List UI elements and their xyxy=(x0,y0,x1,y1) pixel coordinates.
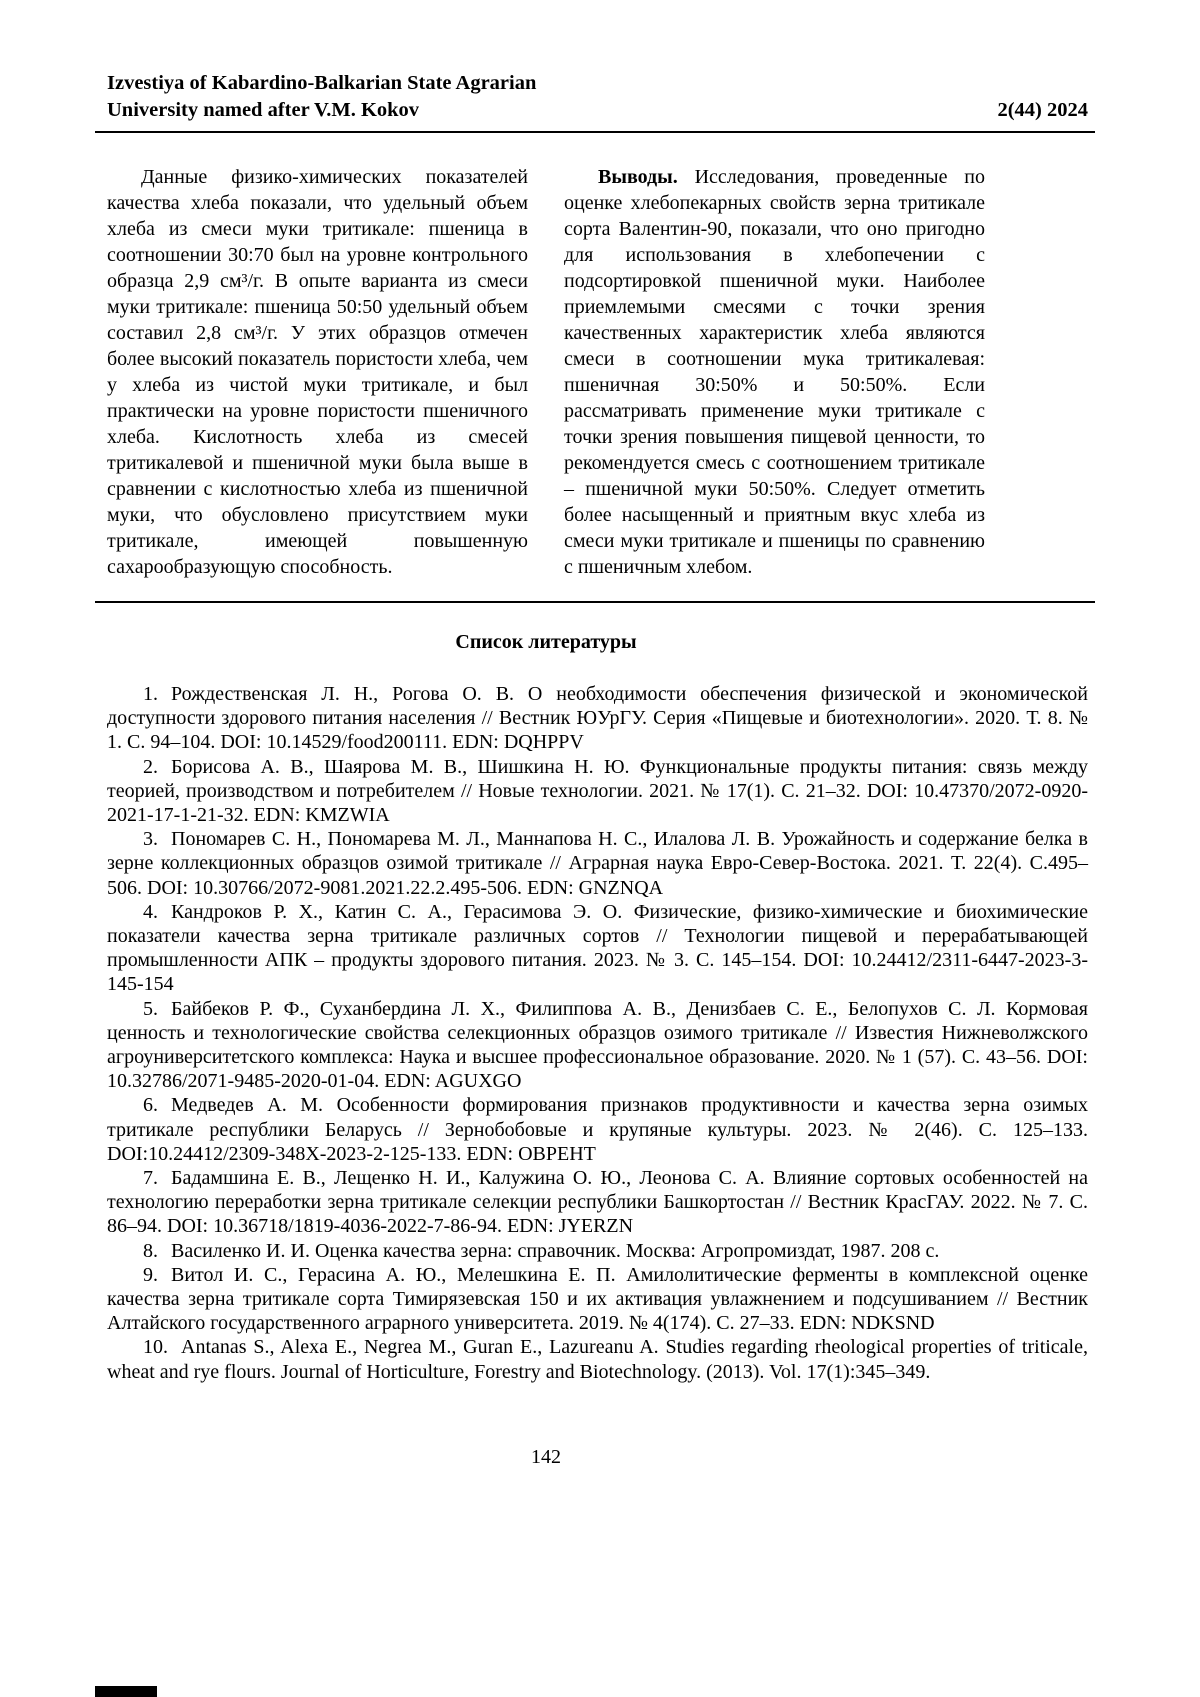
reference-number: 2. xyxy=(143,755,158,778)
reference-number: 10. xyxy=(143,1336,168,1359)
reference-text: Бадамшина Е. В., Лещенко Н. И., Калужина О. Ю., Леонова С. А. Влияние сортовых особенностей на технологию переработки зерна тритикале селекции республики Башкортостан // Вестник КрасГАУ. 2022. № 7. С. 86–94. DOI: 10.36718/1819-4036-2022-7-86-94. EDN: JYERZN xyxy=(107,1167,1088,1238)
reference-number: 8. xyxy=(143,1239,158,1262)
header-rule xyxy=(95,131,1095,133)
references-heading: Список литературы xyxy=(455,631,637,653)
reference-number: 6. xyxy=(143,1094,158,1117)
reference-item-4 xyxy=(107,900,1088,997)
reference-number: 3. xyxy=(143,828,158,851)
reference-text: Василенко И. И. Оценка качества зерна: справочник. Москва: Агропромиздат, 1987. 208 с. xyxy=(171,1239,940,1262)
right-column-paragraph xyxy=(564,164,985,580)
reference-item-3 xyxy=(107,827,1088,900)
reference-text: Рождественская Л. Н., Рогова О. В. О необходимости обеспечения физической и экономической доступности здорового питания населения // Вестник ЮУрГУ. Серия «Пищевые и биотехнологии». 2020. Т. 8. № 1. С. 94–104. DOI: 10.14529/food200111. EDN: DQHPPV xyxy=(107,683,1088,754)
page-number: 142 xyxy=(531,1446,561,1468)
reference-item-9 xyxy=(107,1263,1088,1336)
reference-item-10 xyxy=(107,1335,1088,1383)
journal-title xyxy=(107,70,536,124)
reference-item-5 xyxy=(107,997,1088,1094)
reference-text: Байбеков Р. Ф., Суханбердина Л. Х., Филиппова А. В., Денизбаев С. Е., Белопухов С. Л. Кормовая ценность и технологические свойства селекционных образцов озимого тритикале // Известия Нижневолжского агроуниверситетского комплекса: Наука и высшее профессиональное образование. 2020. № 1 (57). С. 43–56. DOI: 10.32786/2071-9485-2020-01-04. EDN: AGUXGO xyxy=(107,997,1088,1093)
reference-number: 4. xyxy=(143,900,158,923)
reference-text: Antanas S., Alexa E., Negrea M., Guran E., Lazureanu A. Studies regarding rheological properties of triticale, wheat and rye flours. Journal of Horticulture, Forestry and Biotechnology. (2013). Vol. 17(1):345–349. xyxy=(107,1336,1088,1383)
reference-text: Витол И. С., Герасина А. Ю., Мелешкина Е. П. Амилолитические ферменты в комплексной оценке качества зерна тритикале сорта Тимирязевская 150 и их активация увлажнением и подсушиванием // Вестник Алтайского государственного аграрного университета. 2019. № 4(174). С. 27–33. EDN: NDKSND xyxy=(107,1263,1088,1335)
reference-number: 1. xyxy=(143,683,158,705)
left-column-paragraph: Данные физико-химических показателей качества хлеба показали, что удельный объем хлеба из смеси муки тритикале: пшеница в соотношении 30:70 был на уровне контрольного образца 2,9 см³/г. В опыте варианта из смеси муки тритикале: пшеница 50:50 удельный объем составил 2,8 см³/г. У этих образцов отмечен более высокий показатель пористости хлеба, чем у хлеба из чистой муки тритикале, и был практически на уровне пористости пшеничного хлеба. Кислотность хлеба из смесей тритикалевой и пшеничной муки была выше в сравнении с кислотностью хлеба из пшеничной муки, что обусловлено присутствием муки тритикале, имеющей повышенную сахарообразующую способность. xyxy=(107,166,528,578)
reference-text: Кандроков Р. Х., Катин С. А., Герасимова Э. О. Физические, физико-химические и биохимические показатели качества зерна тритикале различных сортов // Технологии пищевой и перерабатывающей промышленности АПК – продукты здорового питания. 2023. № 3. С. 145–154. DOI: 10.24412/2311-6447-2023-3-145-154 xyxy=(107,900,1088,996)
reference-number: 5. xyxy=(143,997,158,1020)
reference-number: 7. xyxy=(143,1167,158,1190)
reference-item-2 xyxy=(107,755,1088,828)
page-header xyxy=(107,70,1088,124)
references-list xyxy=(107,682,1088,1384)
journal-title-line1: Izvestiya of Kabardino-Balkarian State Agrarian xyxy=(107,72,537,94)
reference-item-7 xyxy=(107,1166,1088,1239)
journal-title-line2: University named after V.M. Kokov xyxy=(107,99,420,121)
conclusions-lead: Выводы. xyxy=(598,166,678,188)
issue-number: 2(44) 2024 xyxy=(997,99,1088,121)
reference-text: Пономарев С. Н., Пономарева М. Л., Маннапова Н. С., Илалова Л. В. Урожайность и содержание белка в зерне коллекционных образцов озимой тритикале // Аграрная наука Евро-Север-Востока. 2021. Т. 22(4). С.495–506. DOI: 10.30766/2072-9081.2021.22.2.495-506. EDN: GNZNQA xyxy=(107,828,1088,899)
reference-text: Борисова А. В., Шаярова М. В., Шишкина Н. Ю. Функциональные продукты питания: связь между теорией, производством и потребителем // Новые технологии. 2021. № 17(1). С. 21–32. DOI: 10.47370/2072-0920-2021-17-1-21-32. EDN: KMZWIA xyxy=(107,755,1088,827)
scan-artifact xyxy=(95,1686,157,1697)
conclusions-text: Исследования, проведенные по оценке хлебопекарных свойств зерна тритикале сорта Валентин-90, показали, что оно пригодно для использования в хлебопечении с подсортировкой пшеничной муки. Наиболее приемлемыми смесями с точки зрения качественных характеристик хлеба являются смеси в соотношении мука тритикалевая: пшеничная 30:50% и 50:50%. Если рассматривать применение муки тритикале с точки зрения повышения пищевой ценности, то рекомендуется смесь с соотношением тритикале – пшеничной муки 50:50%. Следует отметить более насыщенный и приятным вкус хлеба из смеси муки тритикале и пшеницы по сравнению с пшеничным хлебом. xyxy=(564,166,985,578)
reference-item-6 xyxy=(107,1093,1088,1166)
reference-item-8 xyxy=(107,1239,1088,1263)
section-separator-rule xyxy=(95,601,1095,603)
article-body xyxy=(107,164,985,580)
reference-number: 9. xyxy=(143,1263,158,1286)
reference-item-1 xyxy=(107,682,1088,755)
reference-text: Медведев А. М. Особенности формирования признаков продуктивности и качества зерна озимых тритикале республики Беларусь // Зернобобовые и крупяные культуры. 2023. № 2(46). С. 125–133. DOI:10.24412/2309-348X-2023-2-125-133. EDN: OBPEHT xyxy=(107,1094,1088,1165)
